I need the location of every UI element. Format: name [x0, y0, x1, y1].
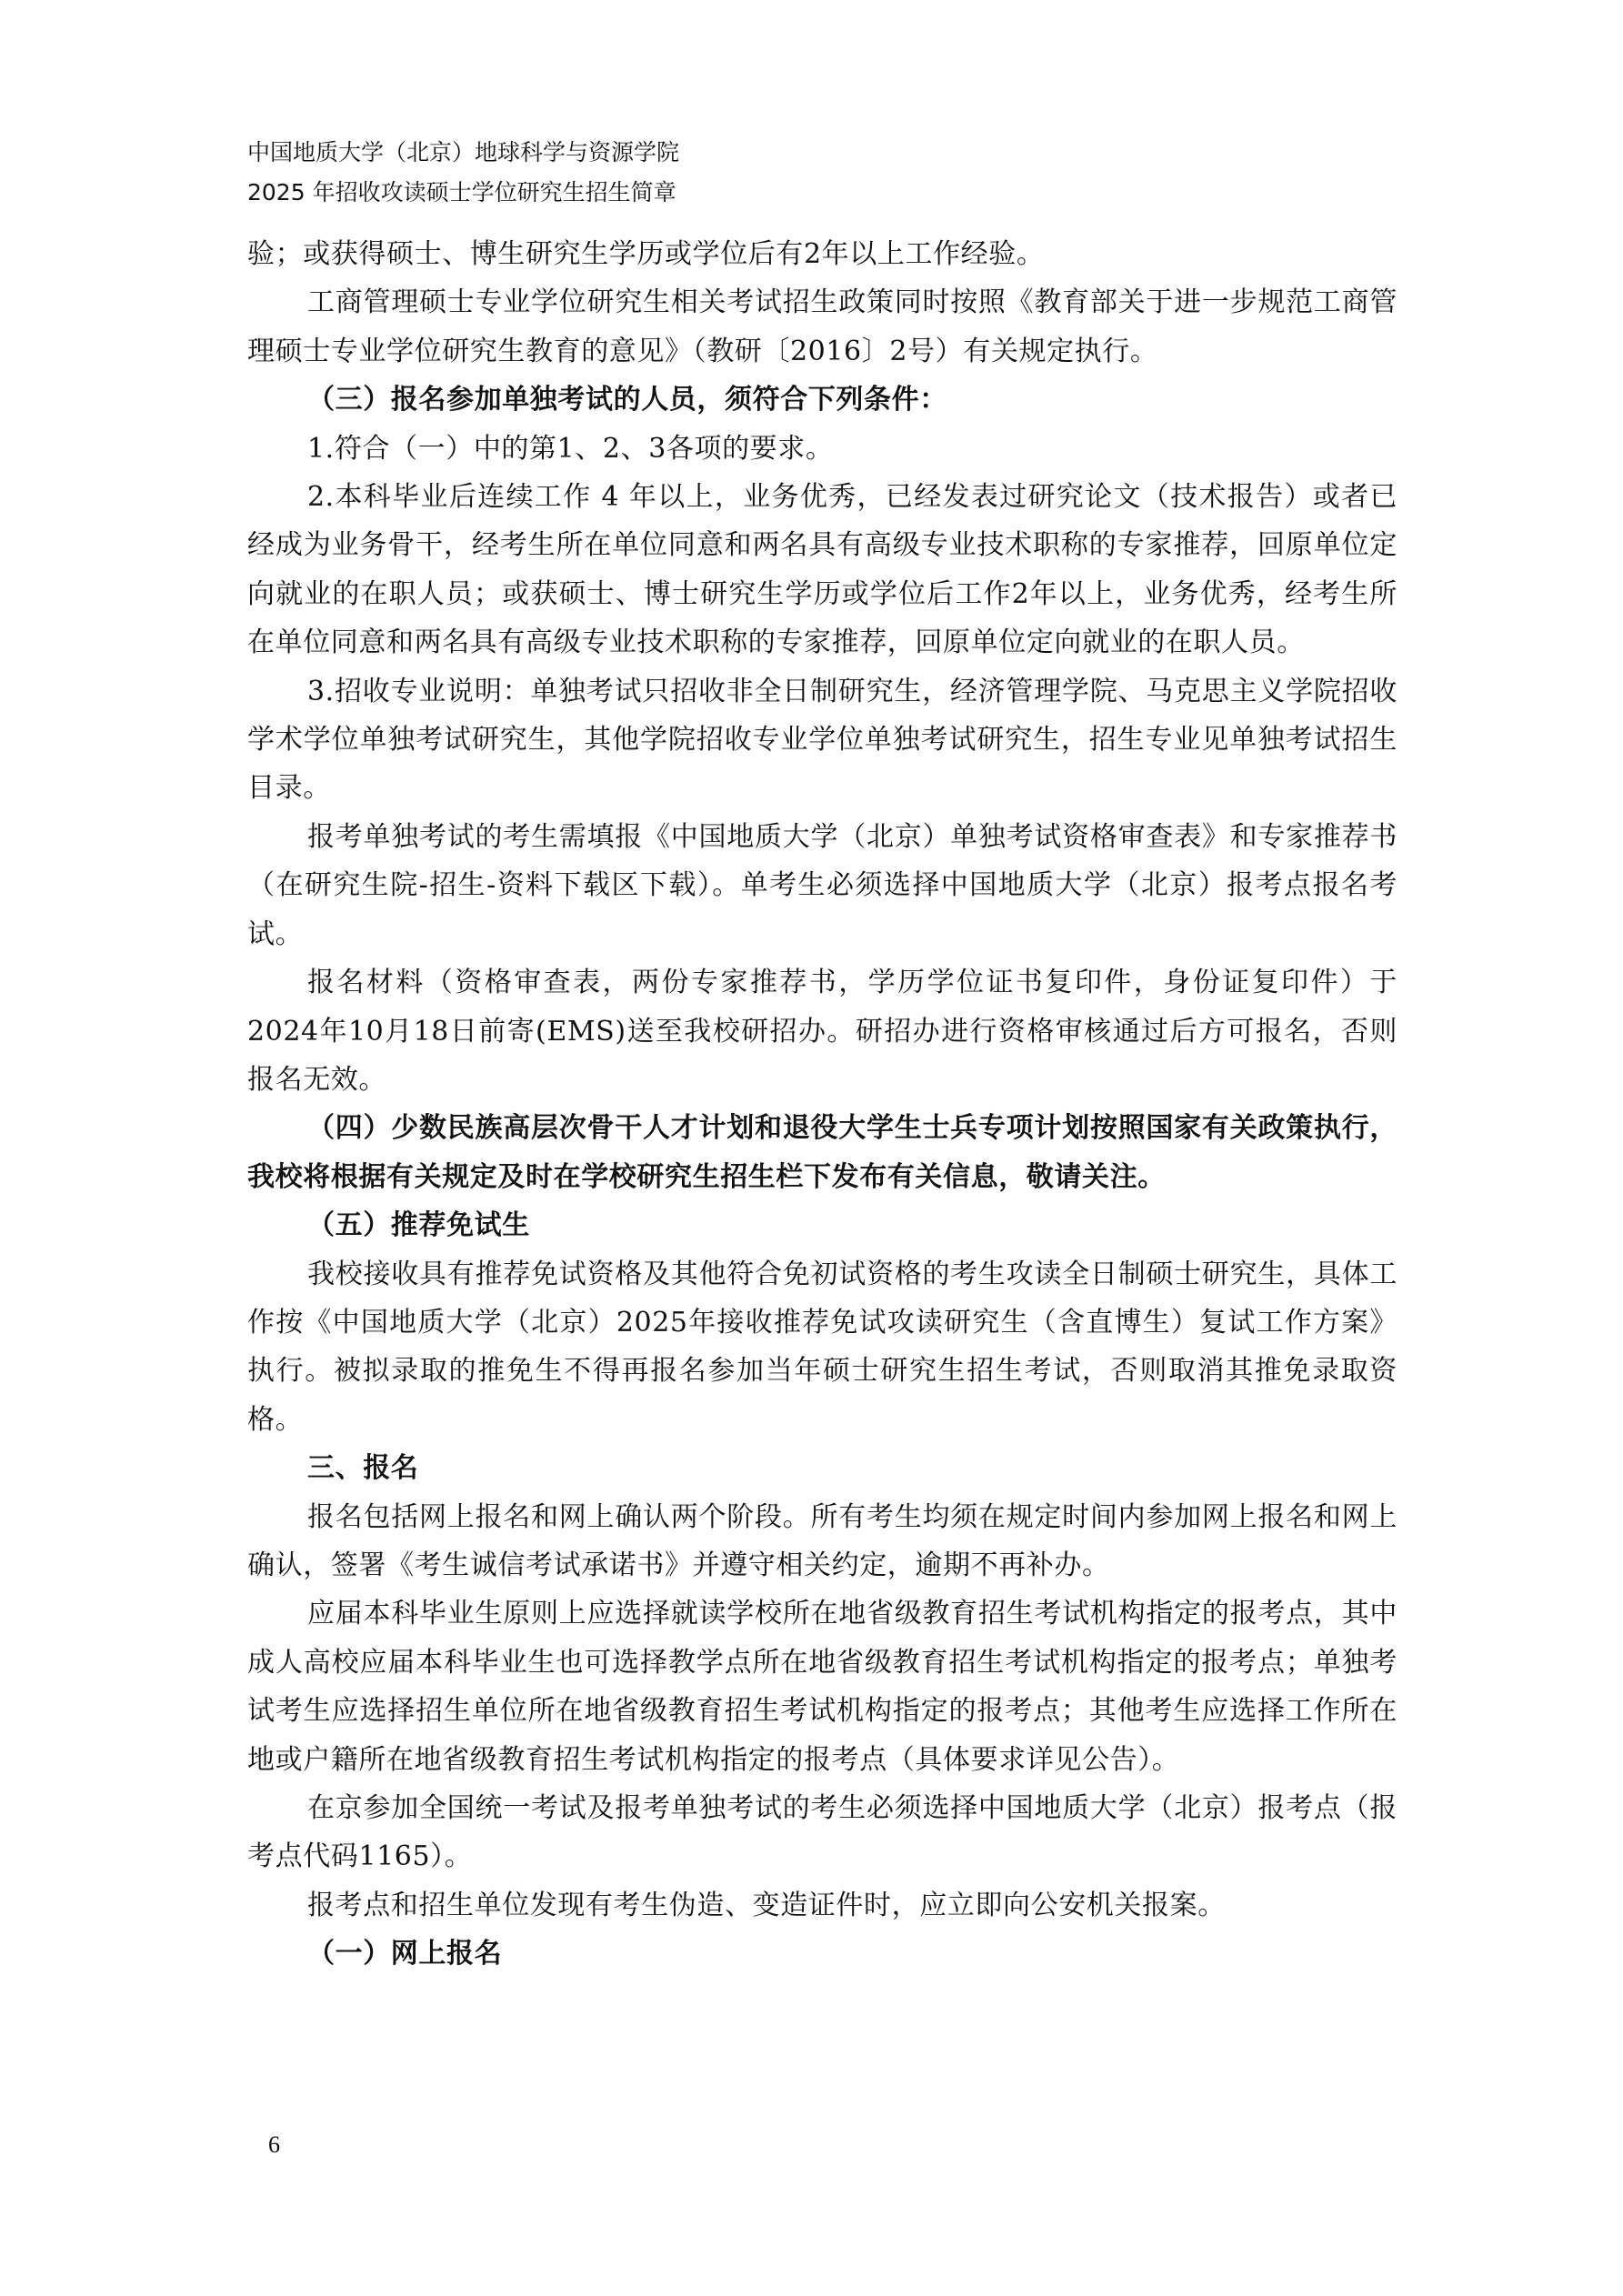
- paragraph-recommended-exemption: 我校接收具有推荐免试资格及其他符合免初试资格的考生攻读全日制硕士研究生，具体工作按《中国地质大学（北京）2025年接收推荐免试攻读研究生（含直博生）复试工作方案》执行。被拟录取的推免生不得再报名参加当年硕士研究生招生考试，否则取消其推免录取资格。: [247, 1258, 1398, 1436]
- paragraph-registration-stages: 报名包括网上报名和网上确认两个阶段。所有考生均须在规定时间内参加网上报名和网上确认，签署《考生诚信考试承诺书》并遵守相关约定，逾期不再补办。: [247, 1500, 1398, 1581]
- paragraph-continuation: 验；或获得硕士、博生研究生学历或学位后有2年以上工作经验。: [247, 238, 1045, 270]
- paragraph-application-materials: 报名材料（资格审查表，两份专家推荐书，学历学位证书复印件，身份证复印件）于2024年10月18日前寄(EMS)送至我校研招办。研招办进行资格审核通过后方可报名，否则报名无效。: [247, 967, 1398, 1096]
- paragraph-fraud-report: 报考点和招生单位发现有考生伪造、变造证件时，应立即向公安机关报案。: [307, 1889, 1226, 1921]
- paragraph-exam-site-selection: 应届本科毕业生原则上应选择就读学校所在地省级教育招生考试机构指定的报考点，其中成人高校应届本科毕业生也可选择教学点所在地省级教育招生考试机构指定的报考点；单独考试考生应选择招生单位所在地省级教育招生考试机构指定的报考点；其他考生应选择工作所在地或户籍所在地省级教育招生考试机构指定的报考点（具体要求详见公告）。: [247, 1598, 1398, 1776]
- paragraph-mba-policy: 工商管理硕士专业学位研究生相关考试招生政策同时按照《教育部关于进一步规范工商管理硕士专业学位研究生教育的意见》（教研〔2016〕2号）有关规定执行。: [247, 286, 1398, 367]
- paragraph-beijing-exam-site: 在京参加全国统一考试及报考单独考试的考生必须选择中国地质大学（北京）报考点（报考点代码1165）。: [247, 1792, 1398, 1873]
- chapter-heading-registration: 三、报名: [307, 1452, 419, 1485]
- section-heading-online-registration: （一）网上报名: [307, 1938, 503, 1970]
- list-item-1: 1.符合（一）中的第1、2、3各项的要求。: [307, 432, 834, 465]
- paragraph-separate-exam-forms: 报考单独考试的考生需填报《中国地质大学（北京）单独考试资格审查表》和专家推荐书（在研究生院-招生-资料下载区下载）。单考生必须选择中国地质大学（北京）报考点报名考试。: [247, 820, 1398, 950]
- list-item-3: 3.招收专业说明：单独考试只招收非全日制研究生，经济管理学院、马克思主义学院招收学术学位单独考试研究生，其他学院招收专业学位单独考试研究生，招生专业见单独考试招生目录。: [247, 675, 1398, 805]
- document-header: [247, 133, 1393, 213]
- section-heading-3: （三）报名参加单独考试的人员，须符合下列条件：: [307, 384, 947, 416]
- page-number: 6: [268, 2131, 280, 2158]
- section-heading-5: （五）推荐免试生: [307, 1209, 530, 1242]
- document-body: [247, 230, 1398, 1979]
- header-institution: 中国地质大学（北京）地球科学与资源学院: [247, 139, 680, 165]
- section-heading-4: （四）少数民族高层次骨干人才计划和退役大学生士兵专项计划按照国家有关政策执行，我校将根据有关规定及时在学校研究生招生栏下发布有关信息，敬请关注。: [247, 1112, 1398, 1193]
- list-item-2: 2.本科毕业后连续工作 4 年以上，业务优秀，已经发表过研究论文（技术报告）或者已经成为业务骨干，经考生所在单位同意和两名具有高级专业技术职称的专家推荐，回原单位定向就业的在职人员；或获硕士、博士研究生学历或学位后工作2年以上，业务优秀，经考生所在单位同意和两名具有高级专业技术职称的专家推荐，回原单位定向就业的在职人员。: [247, 481, 1398, 659]
- header-document-title: 2025 年招收攻读硕士学位研究生招生简章: [247, 179, 676, 206]
